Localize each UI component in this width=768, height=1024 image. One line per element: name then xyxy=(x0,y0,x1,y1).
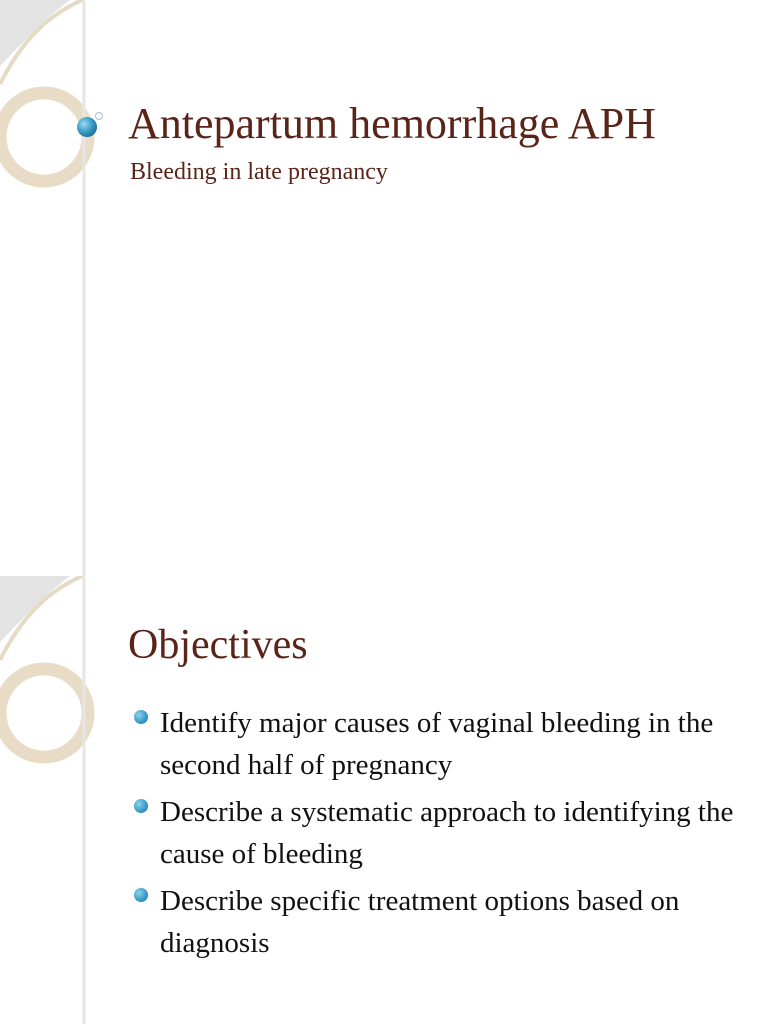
slide-decoration xyxy=(0,0,110,576)
blue-sphere-title-icon xyxy=(77,117,97,137)
slide-decoration xyxy=(0,576,110,1024)
blue-sphere-bullet-icon xyxy=(134,888,148,902)
gold-arc-top xyxy=(0,576,82,660)
list-item-text: Identify major causes of vaginal bleeding in the second half of pregnancy xyxy=(160,707,714,781)
objectives-list xyxy=(130,702,760,969)
gold-arc-top xyxy=(0,0,82,84)
gold-ring-shape xyxy=(0,669,88,757)
list-item-text: Describe a systematic approach to identifying the cause of bleeding xyxy=(160,796,734,870)
slide-subtitle: Bleeding in late pregnancy xyxy=(130,159,388,185)
small-ring-icon xyxy=(96,113,103,120)
slide-title-heading: Antepartum hemorrhage APH xyxy=(128,99,656,148)
gray-wedge-shape xyxy=(0,576,70,642)
blue-sphere-bullet-icon xyxy=(134,799,148,813)
list-item xyxy=(130,702,760,786)
slide-objectives xyxy=(0,576,768,1024)
list-item xyxy=(130,791,760,875)
objectives-heading: Objectives xyxy=(128,622,308,668)
list-item xyxy=(130,880,760,964)
blue-sphere-bullet-icon xyxy=(134,710,148,724)
gold-ring-shape xyxy=(0,93,88,181)
list-item-text: Describe specific treatment options based on diagnosis xyxy=(160,885,680,959)
gray-wedge-shape xyxy=(0,0,70,66)
